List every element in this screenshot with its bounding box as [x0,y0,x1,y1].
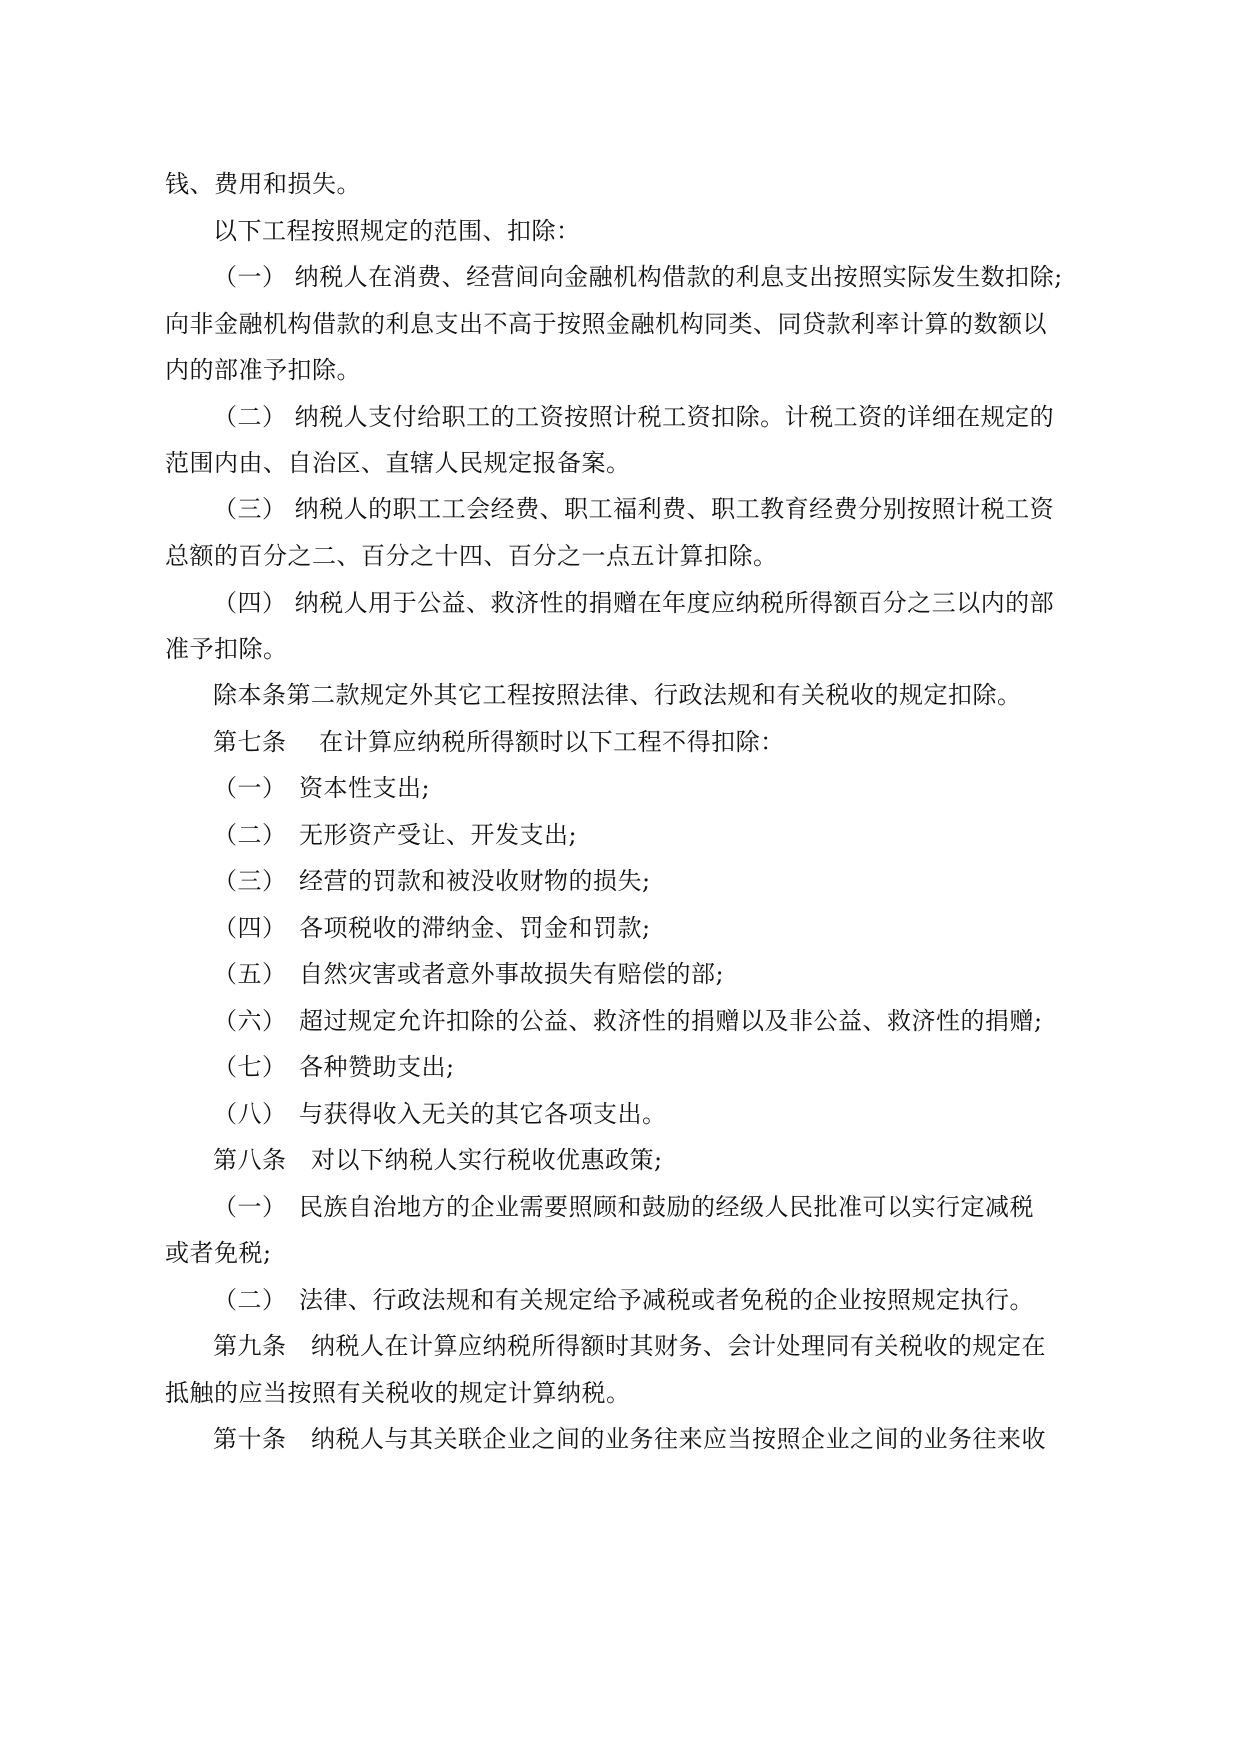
text-line: （七） 各种赞助支出; [213,1053,455,1081]
text-line: 第十条 纳税人与其关联企业之间的业务往来应当按照企业之间的业务往来收 [213,1425,1046,1453]
text-line: （五） 自然灾害或者意外事故损失有赔偿的部; [213,960,725,988]
text-line: （一） 纳税人在消费、经营间向金融机构借款的利息支出按照实际发生数扣除; [213,263,1063,291]
text-line: 除本条第二款规定外其它工程按照法律、行政法规和有关税收的规定扣除。 [213,681,1022,709]
text-line: 第九条 纳税人在计算应纳税所得额时其财务、会计处理同有关税收的规定在 [213,1332,1046,1360]
text-line: 向非金融机构借款的利息支出不高于按照金融机构同类、同贷款利率计算的数额以 [165,310,1047,338]
text-line: （四） 各项税收的滞纳金、罚金和罚款; [213,914,651,942]
text-line: 准予扣除。 [165,635,288,663]
text-line: （三） 纳税人的职工工会经费、职工福利费、职工教育经费分别按照计税工资 [213,495,1055,523]
text-line: 第八条 对以下纳税人实行税收优惠政策; [213,1146,663,1174]
text-line: （八） 与获得收入无关的其它各项支出。 [213,1100,667,1128]
text-line: 内的部准予扣除。 [165,356,361,384]
text-line: （二） 无形资产受让、开发支出; [213,821,578,849]
text-line: （六） 超过规定允许扣除的公益、救济性的捐赠以及非公益、救济性的捐赠; [213,1007,1043,1035]
text-line: 抵触的应当按照有关税收的规定计算纳税。 [165,1379,631,1407]
text-line: （一） 资本性支出; [213,774,431,802]
text-line: 或者免税; [165,1239,272,1267]
text-line: （一） 民族自治地方的企业需要照顾和鼓励的经级人民批准可以实行定减税 [213,1193,1034,1221]
text-line: （二） 纳税人支付给职工的工资按照计税工资扣除。计税工资的详细在规定的 [213,403,1055,431]
text-line: 第七条 在计算应纳税所得额时以下工程不得扣除： [213,728,785,756]
text-line: 总额的百分之二、百分之十四、百分之一点五计算扣除。 [165,542,778,570]
text-line: 钱、费用和损失。 [165,170,361,198]
text-line: 范围内由、自治区、直辖人民规定报备案。 [165,449,631,477]
text-line: （四） 纳税人用于公益、救济性的捐赠在年度应纳税所得额百分之三以内的部 [213,589,1055,617]
text-line: （三） 经营的罚款和被没收财物的损失; [213,867,651,895]
text-line: 以下工程按照规定的范围、扣除： [213,217,581,245]
text-line: （二） 法律、行政法规和有关规定给予减税或者免税的企业按照规定执行。 [213,1286,1034,1314]
